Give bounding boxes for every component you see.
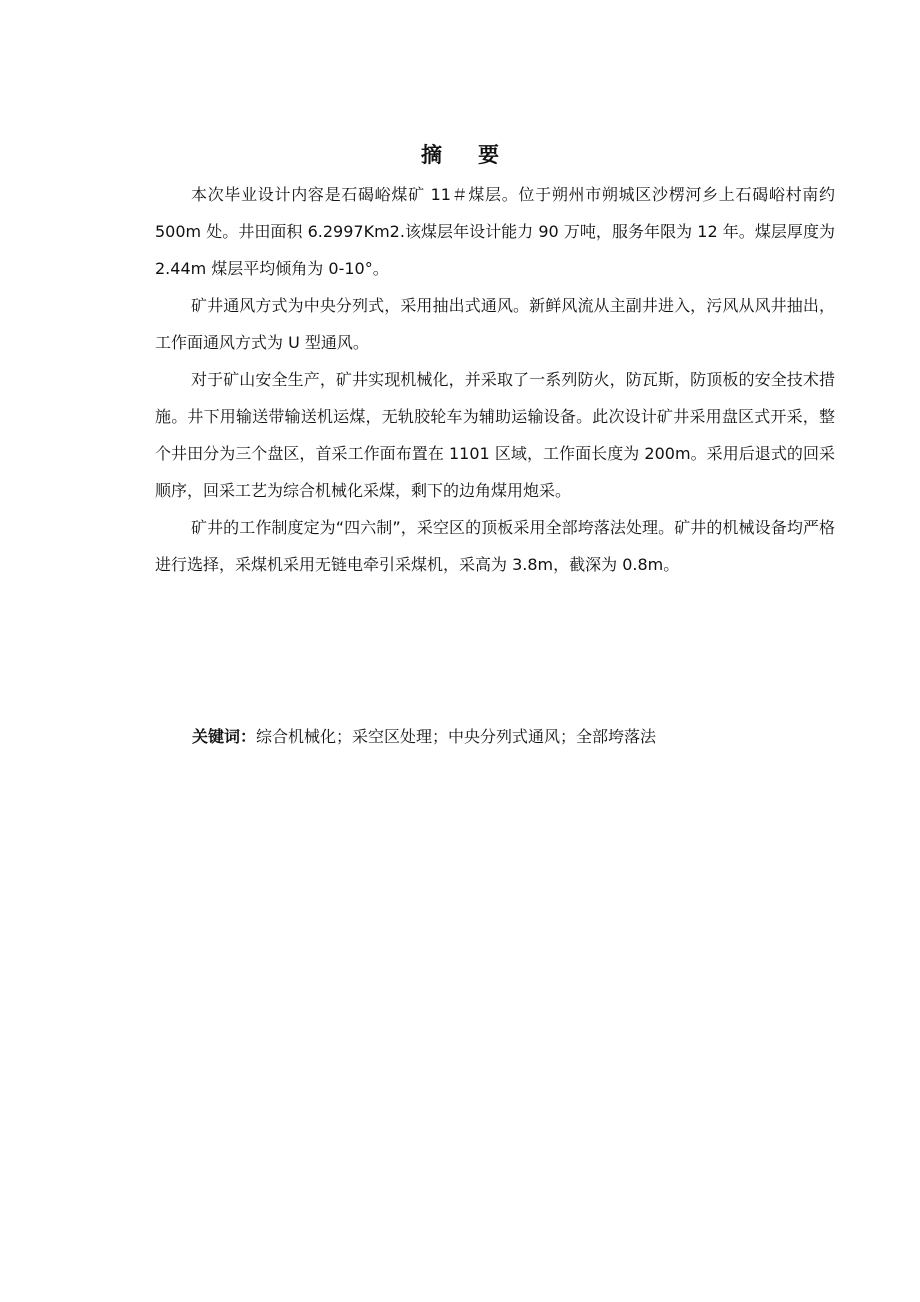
abstract-paragraph-4: 矿井的工作制度定为“四六制”，采空区的顶板采用全部垮落法处理。矿井的机械设备均严格进行选择，采煤机采用无链电牵引采煤机，采高为 3.8m，截深为 0.8m。 bbox=[155, 518, 835, 574]
keywords-line bbox=[192, 718, 852, 755]
title-char-2: 要 bbox=[478, 143, 499, 167]
abstract-paragraph-3: 对于矿山安全生产，矿井实现机械化，并采取了一系列防火，防瓦斯，防顶板的安全技术措施。井下用输送带输送机运煤，无轨胶轮车为辅助运输设备。此次设计矿井采用盘区式开采，整个井田分为三个盘区，首采工作面布置在 1101 区域，工作面长度为 200m。采用后退式的回采顺序，回采工艺为综合机械化采煤，剩下的边角煤用炮采。 bbox=[155, 370, 835, 500]
keywords-label: 关键词： bbox=[192, 727, 257, 746]
abstract-paragraph-2: 矿井通风方式为中央分列式，采用抽出式通风。新鲜风流从主副井进入，污风从风井抽出，工作面通风方式为 U 型通风。 bbox=[155, 296, 835, 352]
abstract-paragraph-1: 本次毕业设计内容是石碣峪煤矿 11＃煤层。位于朔州市朔城区沙楞河乡上石碣峪村南约 500m 处。井田面积 6.2997Km2.该煤层年设计能力 90 万吨，服务年限为 12 年。煤层厚度为 2.44m 煤层平均倾角为 0-10°。 bbox=[155, 185, 835, 278]
title-char-1: 摘 bbox=[421, 143, 442, 167]
abstract-title bbox=[0, 139, 920, 169]
keywords-text: 综合机械化；采空区处理；中央分列式通风；全部垮落法 bbox=[256, 727, 657, 746]
abstract-body bbox=[155, 176, 835, 583]
